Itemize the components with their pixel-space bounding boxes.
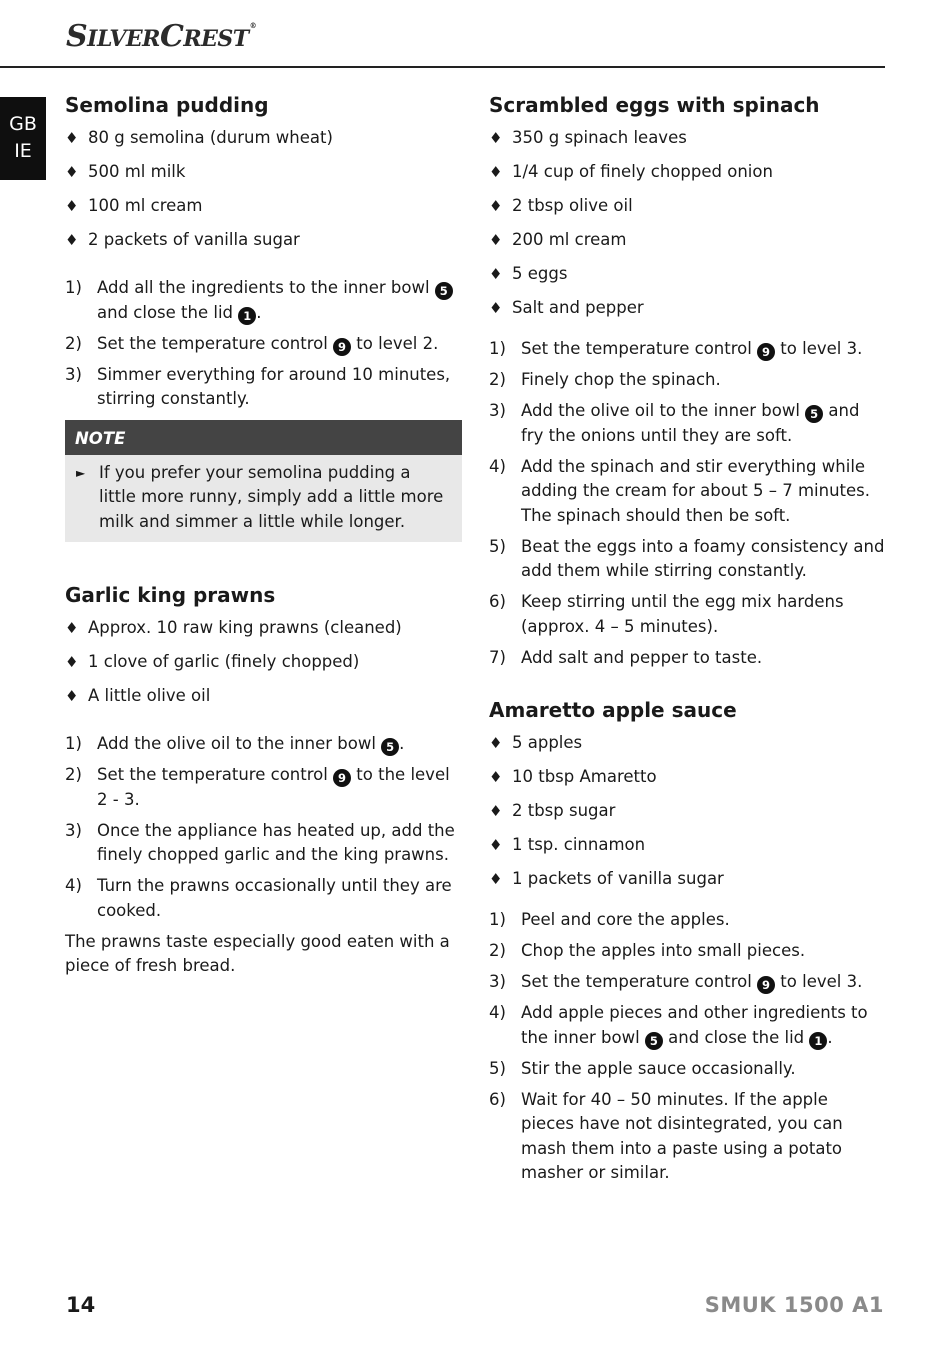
inner-bowl-number-icon: 5: [805, 405, 823, 423]
step-item: 5) Beat the eggs into a foamy consistency and add them while stirring constantly.: [489, 536, 885, 580]
list-item: ♦ 10 tbsp Amaretto: [489, 760, 886, 794]
step-item: 6) Wait for 40 – 50 minutes. If the apple pieces have not disintegrated, you can mash them into a paste using a potato masher or similar.: [489, 1089, 843, 1182]
list-item: ♦ 500 ml milk: [65, 155, 462, 189]
diamond-bullet-icon: ♦: [489, 129, 503, 147]
list-item: ♦ 5 eggs: [489, 257, 886, 291]
note-box: [65, 420, 462, 543]
prawns-heading: Garlic king prawns: [65, 583, 276, 607]
step-item: 2) Finely chop the spinach.: [489, 370, 721, 389]
diamond-bullet-icon: ♦: [489, 163, 503, 181]
prawns-ingredients: [65, 611, 462, 713]
step-item: 3) Set the temperature control 9 to level 3.: [489, 972, 863, 992]
lid-number-icon: 1: [809, 1032, 827, 1050]
list-item: ♦ 1 packets of vanilla sugar: [489, 862, 886, 896]
lid-number-icon: 1: [238, 307, 256, 325]
list-item: ♦ 1/4 cup of finely chopped onion: [489, 155, 886, 189]
step-item: 1) Add all the ingredients to the inner bowl 5 and close the lid 1 .: [65, 276, 462, 325]
note-body: ► If you prefer your semolina pudding a little more runny, simply add a little more milk and simmer a little while longer.: [76, 462, 444, 531]
step-item: 1) Add the olive oil to the inner bowl 5 .: [65, 734, 405, 754]
diamond-bullet-icon: ♦: [489, 299, 503, 317]
diamond-bullet-icon: ♦: [489, 734, 503, 752]
diamond-bullet-icon: ♦: [65, 197, 79, 215]
list-item: ♦ 80 g semolina (durum wheat): [65, 121, 462, 155]
list-item: ♦ 2 tbsp olive oil: [489, 189, 886, 223]
list-item: ♦ 200 ml cream: [489, 223, 886, 257]
left-column: [65, 90, 462, 979]
inner-bowl-number-icon: 5: [645, 1032, 663, 1050]
diamond-bullet-icon: ♦: [489, 231, 503, 249]
semolina-heading: Semolina pudding: [65, 93, 269, 117]
step-item: 4) Add the spinach and stir everything while adding the cream for about 5 – 7 minutes. The spinach should then be soft.: [489, 456, 871, 525]
step-item: 4) Turn the prawns occasionally until they are cooked.: [65, 876, 452, 920]
diamond-bullet-icon: ♦: [489, 768, 503, 786]
list-item: ♦ A little olive oil: [65, 679, 462, 713]
list-item: ♦ 5 apples: [489, 726, 886, 760]
step-item: 5) Stir the apple sauce occasionally.: [489, 1058, 796, 1078]
brand-logo: SILVERCREST®: [66, 19, 257, 54]
step-item: 1) Set the temperature control 9 to level 3.: [489, 339, 863, 359]
diamond-bullet-icon: ♦: [489, 836, 503, 854]
step-item: 2) Chop the apples into small pieces.: [489, 941, 806, 960]
note-heading: NOTE: [65, 420, 462, 455]
diamond-bullet-icon: ♦: [489, 802, 503, 820]
semolina-steps: [65, 276, 462, 412]
diamond-bullet-icon: ♦: [65, 653, 79, 671]
list-item: ♦ Salt and pepper: [489, 291, 886, 325]
list-item: ♦ 1 clove of garlic (finely chopped): [65, 645, 462, 679]
language-tab: GB IE: [0, 97, 46, 180]
diamond-bullet-icon: ♦: [489, 197, 503, 215]
diamond-bullet-icon: ♦: [65, 619, 79, 637]
diamond-bullet-icon: ♦: [65, 129, 79, 147]
model-number: SMUK 1500 A1: [704, 1293, 884, 1317]
prawns-steps: [65, 732, 462, 923]
step-item: 7) Add salt and pepper to taste.: [489, 647, 763, 667]
eggs-heading: Scrambled eggs with spinach: [489, 93, 820, 117]
apple-sauce-steps: [489, 908, 886, 1186]
arrow-bullet-icon: ►: [76, 465, 86, 480]
temperature-control-number-icon: 9: [757, 343, 775, 361]
list-item: ♦ Approx. 10 raw king prawns (cleaned): [65, 611, 462, 645]
list-item: ♦ 1 tsp. cinnamon: [489, 828, 886, 862]
apple-sauce-ingredients: [489, 726, 886, 896]
list-item: ♦ 100 ml cream: [65, 189, 462, 223]
inner-bowl-number-icon: 5: [381, 738, 399, 756]
diamond-bullet-icon: ♦: [489, 265, 503, 283]
diamond-bullet-icon: ♦: [65, 687, 79, 705]
step-item: 6) Keep stirring until the egg mix hardens (approx. 4 – 5 minutes).: [489, 592, 844, 636]
temperature-control-number-icon: 9: [757, 976, 775, 994]
header-rule: [0, 66, 885, 68]
step-item: 1) Peel and core the apples.: [489, 910, 730, 929]
step-item: 3) Add the olive oil to the inner bowl 5 and fry the onions until they are soft.: [489, 401, 860, 445]
inner-bowl-number-icon: 5: [435, 282, 453, 300]
prawns-serving-tip: The prawns taste especially good eaten with a piece of fresh bread.: [65, 931, 450, 975]
step-item: 4) Add apple pieces and other ingredients to the inner bowl 5 and close the lid 1 .: [489, 1003, 868, 1048]
temperature-control-number-icon: 9: [333, 338, 351, 356]
right-column: [489, 90, 886, 1192]
step-item: 2) Set the temperature control 9 to level 2.: [65, 333, 439, 354]
list-item: ♦ 2 tbsp sugar: [489, 794, 886, 828]
semolina-ingredients: [65, 121, 462, 257]
diamond-bullet-icon: ♦: [65, 163, 79, 181]
step-item: 3) Simmer everything for around 10 minutes, stirring constantly.: [65, 364, 451, 408]
diamond-bullet-icon: ♦: [489, 870, 503, 888]
list-item: ♦ 350 g spinach leaves: [489, 121, 886, 155]
page-number: 14: [66, 1293, 96, 1317]
step-item: 3) Once the appliance has heated up, add the finely chopped garlic and the king prawns.: [65, 820, 455, 864]
apple-sauce-heading: Amaretto apple sauce: [489, 698, 737, 722]
list-item: ♦ 2 packets of vanilla sugar: [65, 223, 462, 257]
step-item: 2) Set the temperature control 9 to the level 2 - 3.: [65, 765, 450, 809]
diamond-bullet-icon: ♦: [65, 231, 79, 249]
eggs-ingredients: [489, 121, 886, 325]
eggs-steps: [489, 337, 886, 670]
temperature-control-number-icon: 9: [333, 769, 351, 787]
